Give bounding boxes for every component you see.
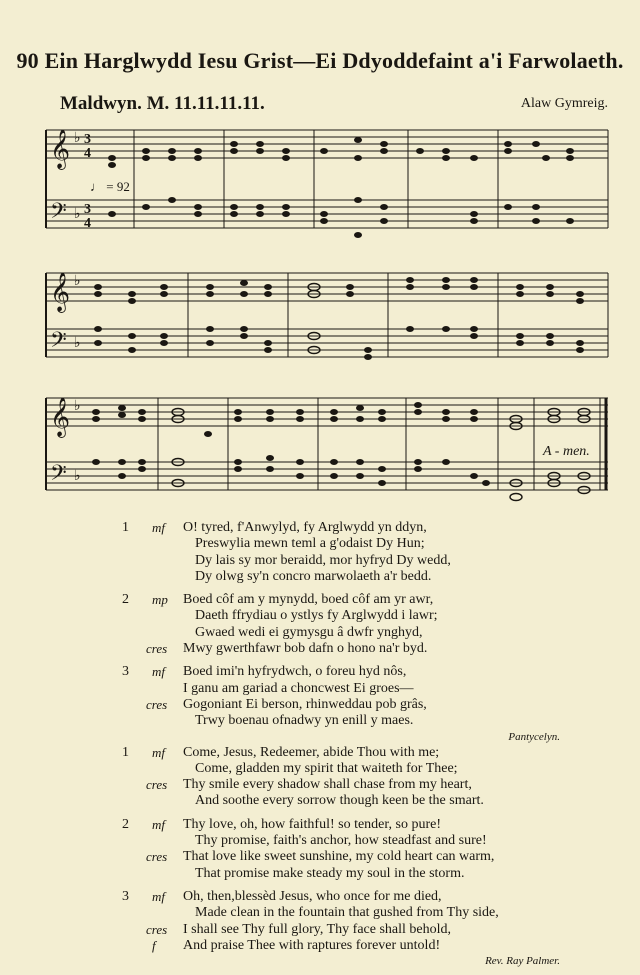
hymn-title: 90 Ein Harglwydd Iesu Grist—Ei Ddyoddefaint a'i Farwolaeth. [16,48,624,73]
svg-text:♭: ♭ [74,274,81,289]
dynamic-marking: mf [152,888,165,904]
svg-text:𝄞: 𝄞 [50,272,71,312]
svg-text:♭: ♭ [74,207,81,222]
verse-number: 2 [122,816,129,832]
verse-number: 2 [122,592,129,608]
verse-number: 1 [122,744,129,760]
welsh-verse-line [140,681,560,697]
welsh-verse-line [140,713,560,729]
lyric-line: That promise make steady my soul in the storm. [195,865,465,881]
lyric-line: And soothe every sorrow though keen be the smart. [195,793,484,809]
music-system-2 [38,255,614,375]
lyric-line: Come, Jesus, Redeemer, abide Thou with me; [183,744,440,760]
dynamic-marking: cres [146,849,168,865]
english-verse-line [140,833,560,849]
lyric-line: Made clean in the fountain that gushed from Thy side, [195,905,499,921]
welsh-verse-line [140,608,560,624]
english-verse-line [140,849,560,865]
lyric-line: Dy olwg sy'n concro marwolaeth a'r bedd. [195,568,432,584]
verse-gap [140,882,560,889]
lyric-line: Mwy gwerthfawr bob dafn o hono na'r byd. [183,641,428,657]
verse-gap [140,585,560,592]
verse-gap [140,657,560,664]
lyric-line: Thy love, oh, how faithful! so tender, so pure! [183,816,441,832]
svg-text:♭: ♭ [74,131,81,146]
svg-text:𝄞: 𝄞 [50,397,71,437]
lyric-line: I ganu am gariad a choncwest Ei groes— [183,680,414,696]
dynamic-marking: mf [152,816,165,832]
svg-text:𝄞: 𝄞 [50,129,71,169]
verse-gap [140,810,560,817]
dynamic-marking: mf [152,520,165,535]
welsh-verse-line [122,664,560,680]
lyric-line: Daeth ffrydiau o ystlys fy Arglwydd i lawr; [195,608,438,624]
svg-text:♭: ♭ [74,469,81,484]
welsh-verse-line [140,569,560,585]
lyric-line: Thy promise, faith's anchor, how steadfast and sure! [195,833,487,849]
welsh-verse-line [122,592,560,608]
lyric-line: That love like sweet sunshine, my cold heart can warm, [183,849,495,865]
english-verse-line [140,938,560,954]
amen-lyric: A - men. [543,444,590,459]
lyric-line: And praise Thee with raptures forever untold! [183,937,441,953]
lyric-line: Dy lais sy mor beraidd, mor hyfryd Dy wedd, [195,552,451,568]
verses-block [122,520,560,969]
lyric-line: Gwaed wedi ei gymysgu â dwfr ynghyd, [195,624,423,640]
music-system-1 [38,120,614,250]
dynamic-marking: mp [152,592,168,608]
english-verse-line [140,866,560,882]
english-verse-line [140,922,560,938]
lyric-line: Oh, then,blessèd Jesus, who once for me died, [183,888,442,904]
welsh-verse-line [140,697,560,713]
dynamic-marking: cres [146,641,168,657]
lyric-line: Gogoniant Ei berson, rhinweddau pob grâs, [183,696,427,712]
svg-text:♭: ♭ [74,336,81,351]
welsh-verse-line [140,625,560,641]
lyric-line: Thy smile every shadow shall chase from my heart, [183,777,472,793]
dynamic-marking: f [152,937,156,953]
svg-text:4: 4 [84,146,91,161]
svg-text:𝄢: 𝄢 [50,461,67,491]
dynamic-marking: cres [146,921,168,937]
dynamic-marking: mf [152,744,165,760]
tune-name: Maldwyn. M. 11.11.11.11. [60,93,265,114]
verse-number: 1 [122,520,129,535]
english-verse-line [140,761,560,777]
welsh-verse-line [140,553,560,569]
svg-text:♭: ♭ [74,399,81,414]
english-verse-line [122,888,560,905]
english-verse-line [140,905,560,921]
svg-text:𝄢: 𝄢 [50,199,67,229]
music-system-3 [38,380,614,515]
english-verse-line [140,777,560,793]
dynamic-marking: mf [152,664,165,680]
lyric-line: Come, gladden my spirit that waiteth for Thee; [195,760,458,776]
dynamic-marking: cres [146,696,168,712]
english-verse-line [122,744,560,761]
lyric-line: Trwy boenau ofnadwy yn enill y maes. [195,713,414,729]
tune-source: Alaw Gymreig. [520,96,608,111]
verse-number: 3 [122,888,129,904]
english-author: Rev. Ray Palmer. [485,955,560,968]
welsh-verse-line [122,520,560,536]
svg-text:3: 3 [84,132,91,147]
lyric-line: O! tyred, f'Anwylyd, fy Arglwydd yn ddyn, [183,520,427,535]
lyric-line: Boed imi'n hyfrydwch, o foreu hyd nôs, [183,664,407,680]
english-verse-line [122,816,560,833]
welsh-author: Pantycelyn. [508,730,560,743]
svg-text:4: 4 [84,216,91,231]
welsh-verse-line [140,641,560,657]
tempo-marking: ♩ = 92 [90,179,130,194]
lyric-line: I shall see Thy full glory, Thy face shall behold, [183,921,452,937]
lyric-line: Preswylia mewn teml a g'odaist Dy Hun; [195,536,425,552]
dynamic-marking: cres [146,777,168,793]
verse-number: 3 [122,664,129,680]
welsh-verse-line [140,536,560,552]
svg-text:𝄢: 𝄢 [50,328,67,358]
lyric-line: Boed côf am y mynydd, boed côf am yr awr, [183,592,434,608]
svg-text:3: 3 [84,202,91,217]
english-verse-line [140,793,560,809]
